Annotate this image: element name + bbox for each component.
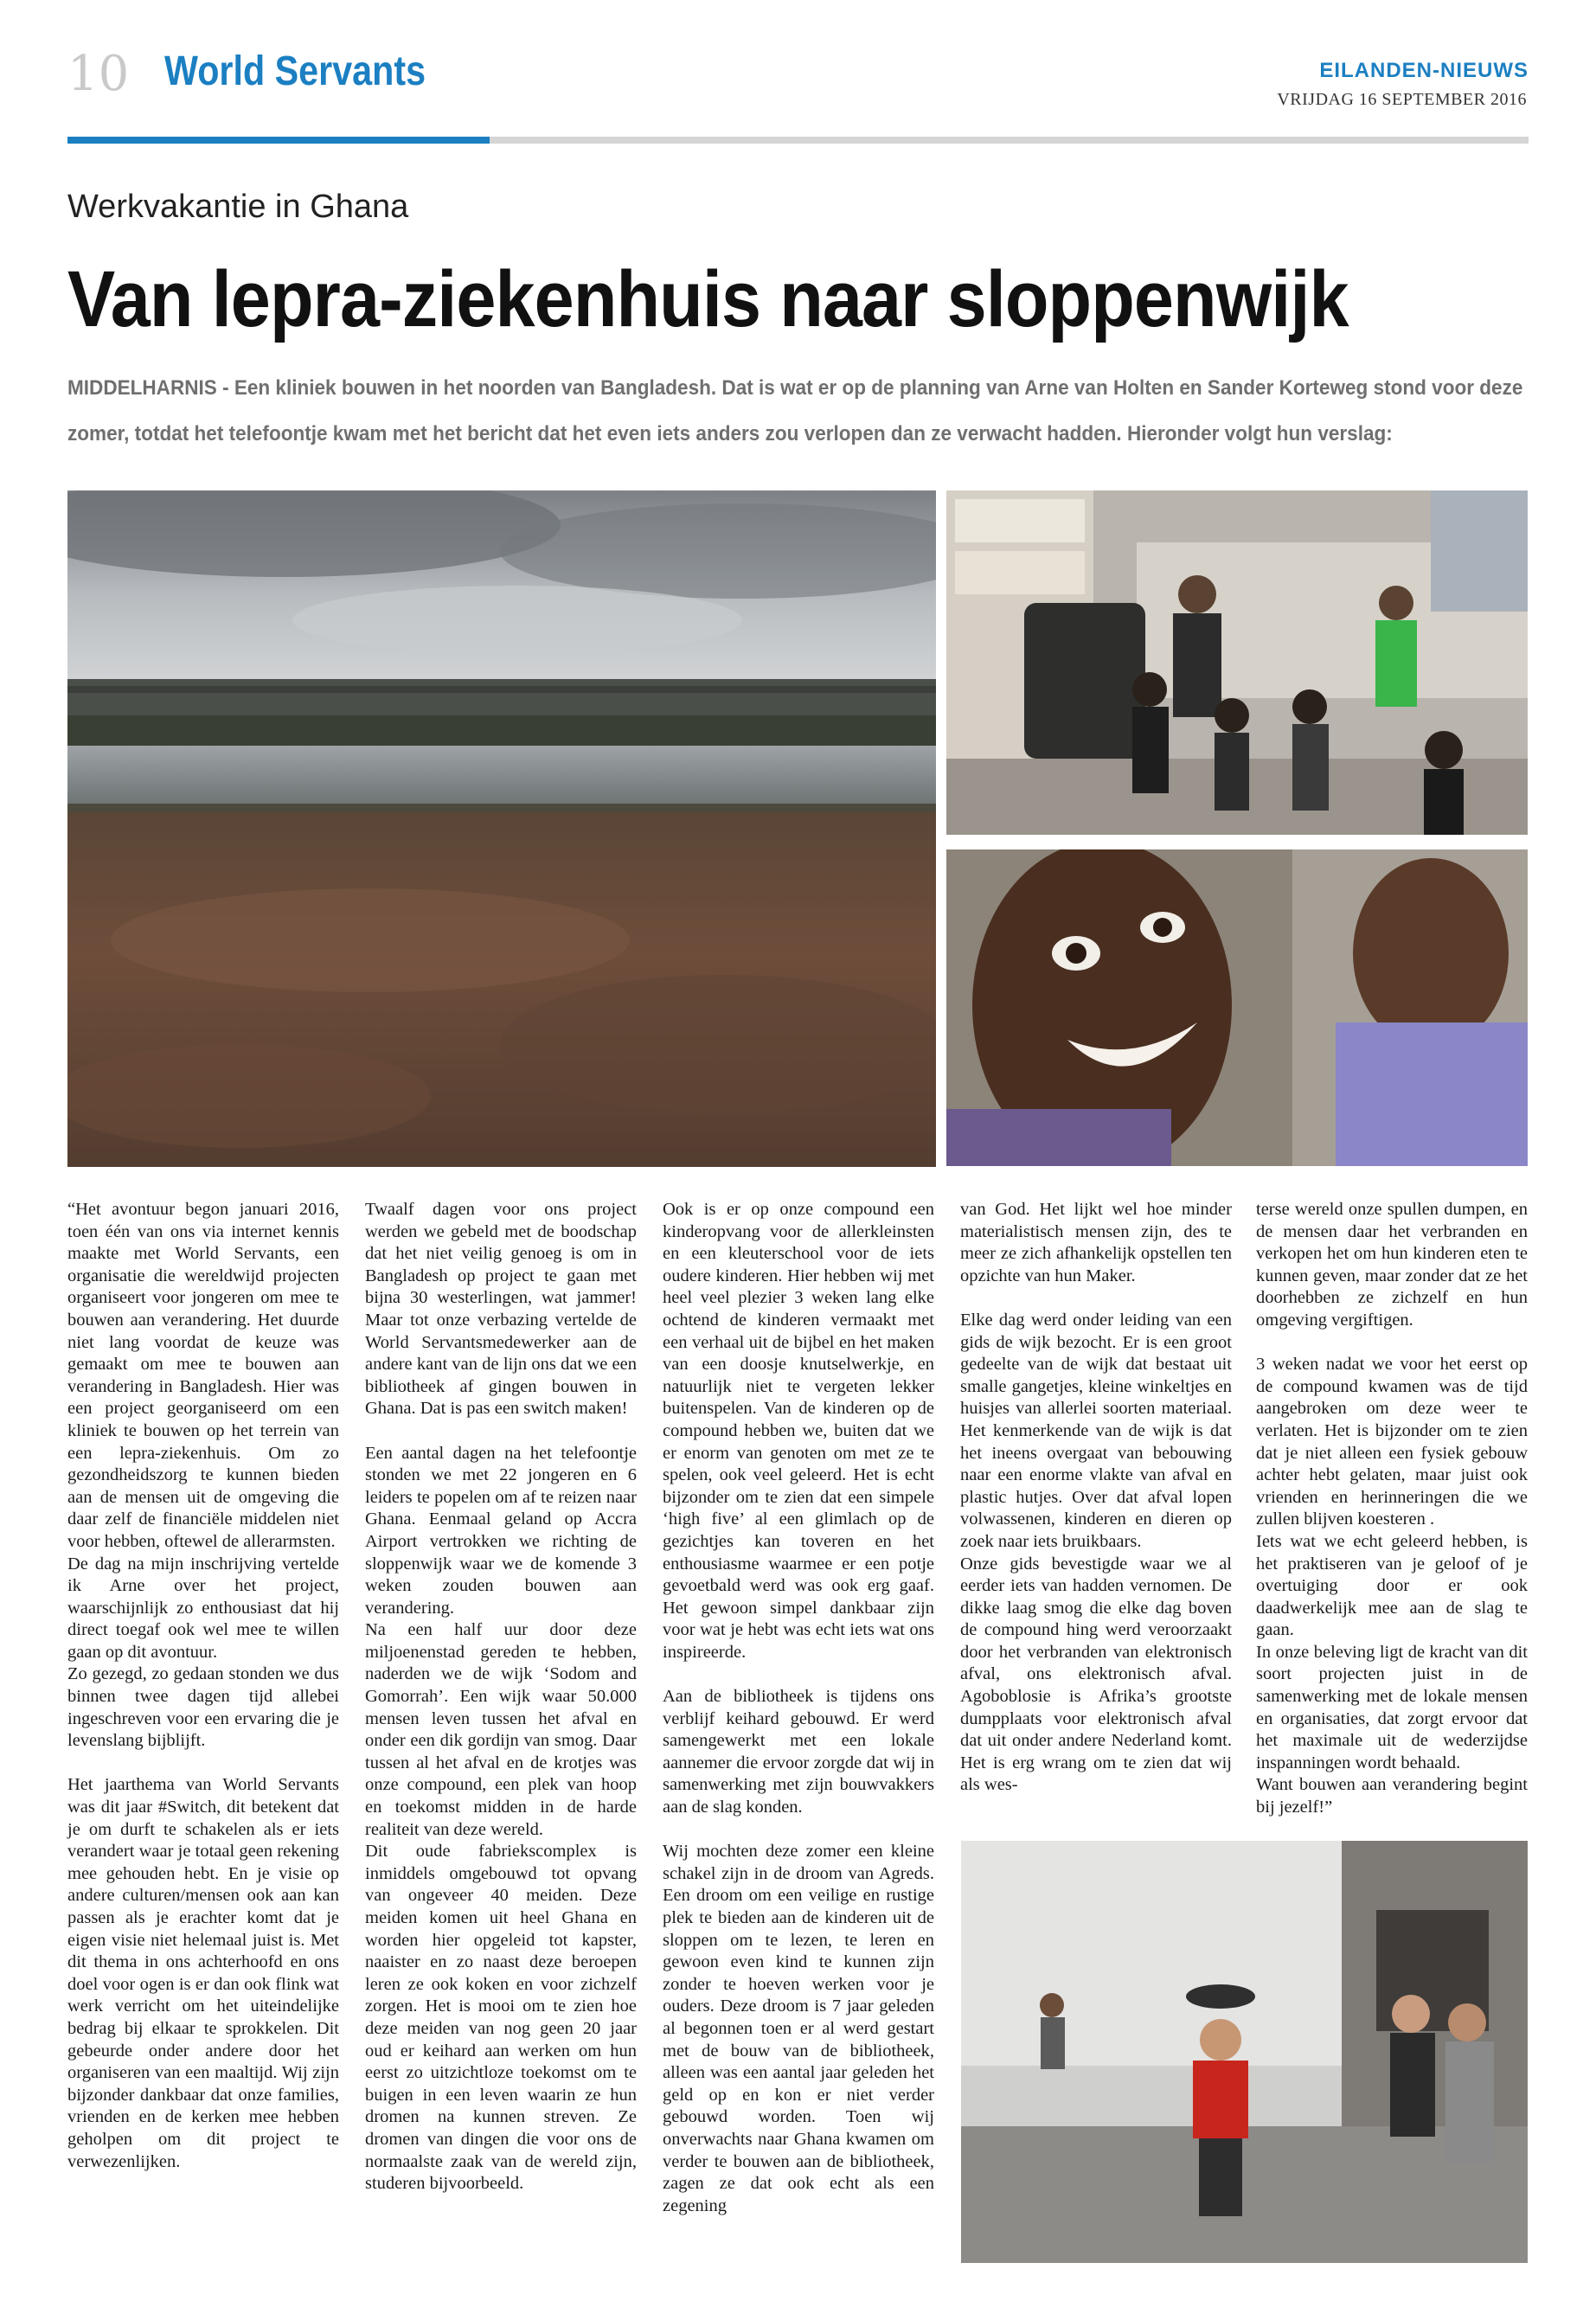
article-column-5 (1256, 1199, 1528, 1841)
paragraph: Onze gids bevestigde waar we al eerder iets van hadden vernomen. De dikke laag smog die elke dag boven de compound hing werd veroorzaakt door het verbranden van elektronisch afval, ons elektronisch afval. Agoboblosie is Afrika’s grootste dumpplaats voor elektronisch afval dat uit onder andere Nederland komt. Het is erg wrang om te zien dat wij als wes- (960, 1554, 1232, 1795)
paragraph: Aan de bibliotheek is tijdens ons verblijf keihard gebouwd. Er werd samengewerkt met een lokale aannemer die ervoor zorgde dat wij in samenwerking met zijn bouwvakkers aan de slag konden. (663, 1687, 934, 1817)
article-headline: Van lepra-ziekenhuis naar sloppenwijk (67, 255, 1349, 343)
paragraph: 3 weken nadat we voor het eerst op de compound kwamen was de tijd aangebroken om deze weer te verlaten. Het is bijzonder om te zien dat je niet alleen een fysiek gebouw achter hebt gelaten, maar juist ook vrienden en herinneringen die we zullen blijven koesteren . (1256, 1355, 1528, 1529)
paragraph: Ook is er op onze compound een kinderopvang voor de allerkleinsten en een kleuterschool voor de iets oudere kinderen. Hier hebben wij met heel veel plezier 3 weken lang elke ochtend de kinderen vermaakt met een verhaal uit de bijbel en het maken van een doosje knutselwerkje, en natuurlijk niet te vergeten lekker buitenspelen. Van de kinderen op de compound hebben we, buiten dat we er enorm van genoten om met ze te spelen, ook veel geleerd. Het is echt bijzonder om te zien dat een simpele ‘high five’ al een glimlach op de gezichtjes kan toveren en het enthousiasme waarmee er een potje gevoetbald werd was ook erg gaaf. Het gewoon simpel dankbaar zijn voor wat je hebt was echt iets wat ons inspireerde. (663, 1200, 934, 1662)
paragraph: Zo gezegd, zo gedaan stonden we dus binnen twee dagen tijd allebei ingeschreven voor een ervaring die je levenslang bijblijft. (67, 1664, 339, 1751)
page-number: 10 (67, 46, 130, 102)
header-rule-accent (67, 137, 490, 144)
paragraph: De dag na mijn inschrijving vertelde ik Arne over het project, waarschijnlijk zo enthousiast dat hij direct toegaf ook wel mee te willen gaan op dit avontuur. (67, 1554, 339, 1662)
paragraph: Elke dag werd onder leiding van een gids de wijk bezocht. Er is een groot gedeelte van de wijk dat bestaat uit smalle gangetjes, kleine winkeltjes en huisjes van allerlei soorten materiaal. Het kenmerkende van de wijk is dat het ineens overgaat van bebouwing naar een enorme vlakte van afval en plastic hutjes. Over dat afval lopen volwassenen, kinderen en dieren op zoek naar iets bruikbaars. (960, 1310, 1232, 1551)
paragraph: “Het avontuur begon januari 2016, toen één van ons via internet kennis maakte met World Servants, een organisatie die wereldwijd projecten organiseert voor jongeren om mee te bouwen aan verandering. Het duurde niet lang voordat de keuze was gemaakt om mee te bouwen aan verandering in Bangladesh. Hier was een project georganiseerd om een kliniek te bouwen op het terrein van een lepra-ziekenhuis. Om zo gezondheidszorg te kunnen bieden aan de mensen uit de omgeving die daar zelf de financiële middelen niet voor hebben, oftewel de allerarmsten. (67, 1200, 339, 1551)
paragraph: Na een half uur door deze miljoenenstad gereden te hebben, naderden we de wijk ‘Sodom and Gomorrah’. Een wijk waar 50.000 mensen leven tussen het afval en onder een dik gordijn van smog. Daar tussen al het afval en de krotjes was onze compound, een plek van hoop en toekomst midden in de harde realiteit van deze wereld. (365, 1620, 637, 1839)
paragraph: van God. Het lijkt wel hoe minder materialistisch mensen zijn, des te meer ze zich afhankelijk opstellen ten opzichte van hun Maker. (960, 1200, 1232, 1285)
article-kicker: Werkvakantie in Ghana (67, 189, 409, 225)
article-column-4 (960, 1199, 1232, 1819)
article-column-2 (365, 1199, 637, 2217)
photo-volunteers-working (961, 1841, 1528, 2263)
paragraph: terse wereld onze spullen dumpen, en de mensen daar het verbranden en verkopen het om hun kinderen eten te kunnen geven, maar zonder dat ze het doorhebben ze zichzelf en hun omgeving vergiftigen. (1256, 1200, 1528, 1330)
paragraph: Wij mochten deze zomer een kleine schakel zijn in de droom van Agreds. Een droom om een veilige en rustige plek te bieden aan de kinderen uit de sloppen om te lezen, te leren en gewoon even kind te kunnen zijn zonder te hoeven werken voor je ouders. Deze droom is 7 jaar geleden al begonnen toen er al werd gestart met de bouw van de bibliotheek, alleen was een aantal jaar geleden het geld op en kon er niet verder gebouwd worden. Toen wij onverwachts naar Ghana kwamen om verder te bouwen aan de bibliotheek, zagen ze dat ook echt als een zegening (663, 1842, 934, 2215)
photo-children-faces (946, 849, 1528, 1166)
article-column-1 (67, 1199, 339, 2195)
paragraph: Een aantal dagen na het telefoontje stonden we met 22 jongeren en 6 leiders te popelen om af te reizen naar Ghana. Eenmaal geland op Accra Airport vertrokken we richting de sloppenwijk waar we de komende 3 weken zouden bouwen aan verandering. (365, 1443, 637, 1618)
publication-date: VRIJDAG 16 SEPTEMBER 2016 (1277, 90, 1527, 109)
photo-children-playing (946, 490, 1528, 835)
paragraph: Iets wat we echt geleerd hebben, is het praktiseren van je geloof of je overtuiging door er ook daadwerkelijk mee aan de slag te gaan. (1256, 1531, 1528, 1640)
paragraph: Dit oude fabriekscomplex is inmiddels omgebouwd tot opvang van ongeveer 40 meiden. Deze meiden komen uit heel Ghana en worden hier opgeleid tot kapster, naaister en zo naast deze beroepen leren ze ook koken en voor zichzelf zorgen. Het is mooi om te zien hoe deze meiden van nog geen 20 jaar oud er keihard aan werken om hun eerst zo uitzichtloze toekomst om te buigen in een leven waarin ze hun dromen na kunnen streven. Ze dromen van dingen die voor ons de normaalste zaak van de wereld zijn, studeren bijvoorbeeld. (365, 1842, 637, 2194)
paragraph: Want bouwen aan verandering begint bij jezelf!” (1256, 1775, 1528, 1817)
article-column-3 (663, 1199, 934, 2240)
paragraph: Het jaarthema van World Servants was dit jaar #Switch, dit betekent dat je om durft te schakelen als er iets verandert waar je totaal geen rekening mee gehouden hebt. En je visie op andere culturen/mensen ook aan kan passen als je erachter komt dat je eigen visie niet helemaal juist is. Met dit thema in ons achterhoofd en ons doel voor ogen is er dan ook flink wat werk verricht om het uiteindelijke bedrag bij elkaar te sprokkelen. Dit gebeurde onder andere door het organiseren van een maaltijd. Wij zijn bijzonder dankbaar dat onze families, vrienden en de kerken mee hebben geholpen om dit project te verwezenlijken. (67, 1775, 339, 2171)
photo-slum-landscape (67, 490, 936, 1167)
paragraph: Twaalf dagen voor ons project werden we gebeld met de boodschap dat het niet veilig genoeg is om in Bangladesh op project te gaan met bijna 30 westerlingen, wat jammer! Maar tot onze verbazing vertelde de World Servantsmedewerker aan de andere kant van de lijn ons dat we een bibliotheek af gingen bouwen in Ghana. Dat is pas een switch maken! (365, 1200, 637, 1419)
paragraph: In onze beleving ligt de kracht van dit soort projecten juist in de samenwerking met de lokale mensen en organisaties, dat zorgt ervoor dat het maximale uit de wederzijdse inspanningen wordt behaald. (1256, 1642, 1528, 1772)
publication-logo: EILANDEN-NIEUWS (1319, 59, 1529, 82)
article-lead: MIDDELHARNIS - Een kliniek bouwen in het noorden van Bangladesh. Dat is wat er op de planning van Arne van Holten en Sander Korteweg stond voor deze zomer, totdat het telefoontje kwam met het bericht dat het even iets anders zou verlopen dan ze verwacht hadden. Hieronder volgt hun verslag: (67, 376, 1523, 445)
section-title: World Servants (164, 48, 426, 94)
